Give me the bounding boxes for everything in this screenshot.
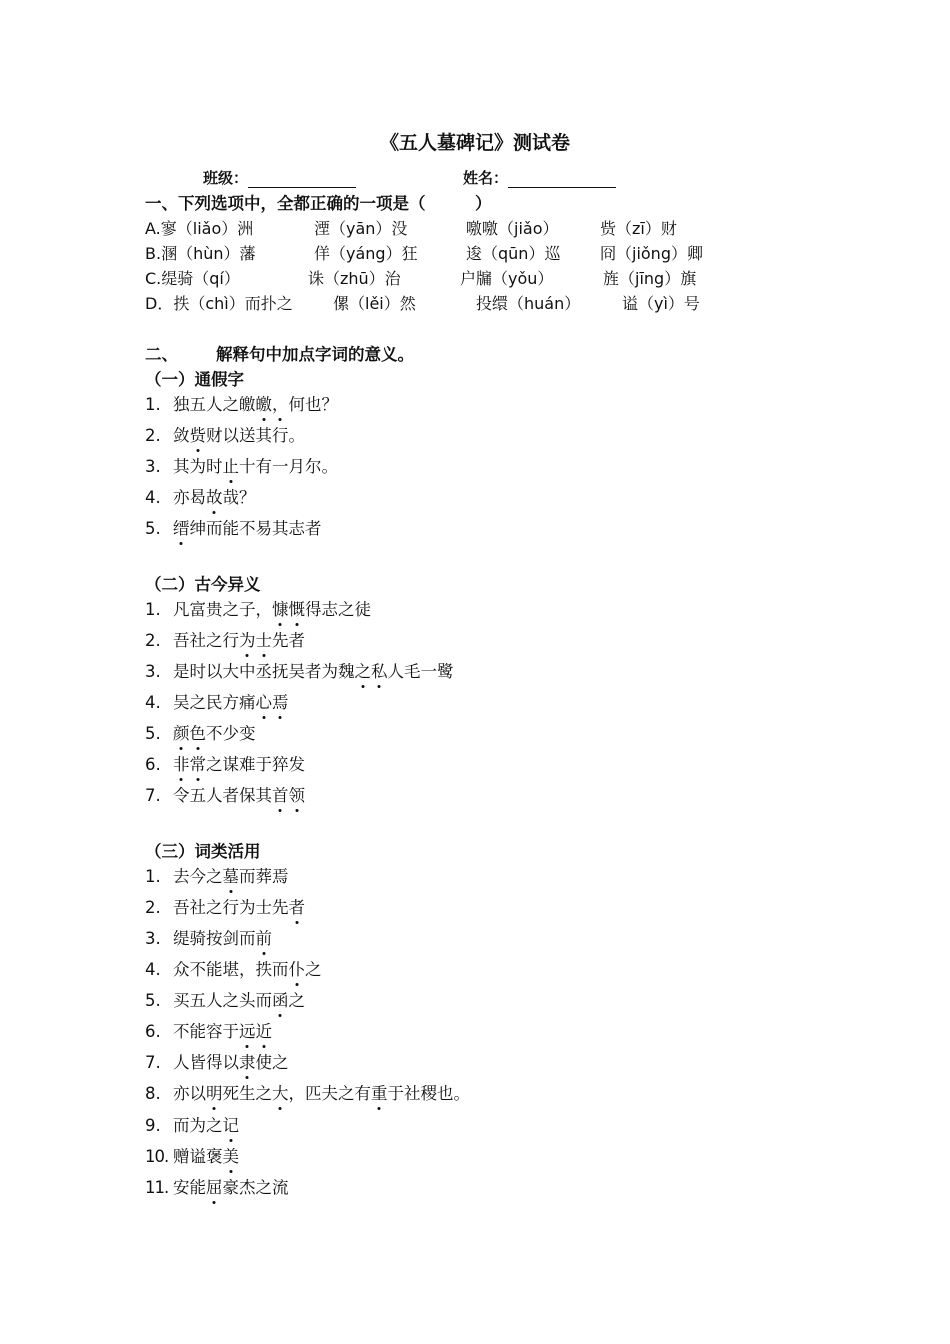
- class-field: [203, 167, 356, 188]
- list-item: 1. 去今之墓而葬焉: [145, 863, 289, 887]
- list-item: 7. 人皆得以隶使之: [145, 1049, 289, 1073]
- list-item: 5. 缙绅而能不易其志者: [145, 515, 322, 539]
- option-cell: 噭噭（jiǎo）: [466, 219, 559, 238]
- section-title-tongjia: （一）通假字: [145, 370, 244, 389]
- list-item: 5. 颜色不少变: [145, 720, 256, 744]
- item-text: 颜色不少变: [173, 724, 256, 743]
- item-text: 不能容于远近: [173, 1022, 272, 1041]
- part2-heading-text: 解释句中加点字词的意义。: [216, 345, 414, 364]
- list-item: 2. 吾社之行为士先者: [145, 627, 305, 651]
- list-item: 9. 而为之记: [145, 1112, 239, 1136]
- list-item: 1. 凡富贵之子，慷慨得志之徒: [145, 596, 371, 620]
- class-blank[interactable]: [248, 171, 356, 188]
- name-blank[interactable]: [508, 171, 616, 188]
- page-title: 《五人墓碑记》测试卷: [379, 132, 570, 154]
- item-text: 去今之墓而葬焉: [173, 867, 289, 886]
- item-text: 非常之谋难于猝发: [173, 755, 305, 774]
- list-item: 11. 安能屈豪杰之流: [145, 1174, 289, 1198]
- item-text: 赠谥褒美: [173, 1147, 239, 1166]
- option-cell: 投缳（huán）: [476, 294, 581, 313]
- option-cell: 傫（lěi）然: [333, 294, 416, 313]
- option-cell: 冏（jiǒng）卿: [600, 244, 703, 263]
- option-cell: D．抶（chì）而扑之: [145, 294, 293, 313]
- name-field: [463, 167, 616, 188]
- option-cell: 诛（zhū）治: [308, 269, 401, 288]
- option-cell: 赀（zī）财: [600, 219, 677, 238]
- list-item: 4. 亦曷故哉？: [145, 484, 256, 508]
- item-text: 买五人之头而函之: [173, 991, 305, 1010]
- item-text: 吾社之行为士先者: [173, 898, 305, 917]
- part2-heading: [145, 341, 414, 365]
- option-cell: 户牖（yǒu）: [460, 269, 554, 288]
- item-text: 缙绅而能不易其志者: [173, 519, 322, 538]
- section-title-gujin: （二）古今异义: [145, 575, 261, 594]
- list-item: 4. 吴之民方痛心焉: [145, 689, 289, 713]
- option-cell: 逡（qūn）巡: [466, 244, 561, 263]
- item-text: 缇骑按剑而前: [173, 929, 272, 948]
- list-item: 7. 令五人者保其首领: [145, 782, 305, 806]
- item-text: 吾社之行为士先者: [173, 631, 305, 650]
- section-title-cilei: （三）词类活用: [145, 842, 261, 861]
- list-item: 2. 敛赀财以送其行。: [145, 422, 305, 446]
- part1-heading: 一、下列选项中，全都正确的一项是（ ）: [145, 194, 492, 213]
- list-item: 3. 其为时止十有一月尔。: [145, 453, 338, 477]
- list-item: 3. 缇骑按剑而前: [145, 925, 272, 949]
- option-cell: 佯（yáng）狂: [314, 244, 418, 263]
- item-text: 亦以明死生之大，匹夫之有重于社稷也。: [173, 1084, 470, 1103]
- item-text: 吴之民方痛心焉: [173, 693, 289, 712]
- list-item: 2. 吾社之行为士先者: [145, 894, 305, 918]
- item-text: 人皆得以隶使之: [173, 1053, 289, 1072]
- option-cell: 湮（yān）没: [314, 219, 408, 238]
- list-item: 6. 非常之谋难于猝发: [145, 751, 305, 775]
- part2-heading-number: 二、: [145, 345, 178, 364]
- item-text: 其为时止十有一月尔。: [173, 457, 338, 476]
- class-label: 班级：: [203, 169, 249, 187]
- item-text: 独五人之皦皦，何也？: [173, 395, 338, 414]
- option-cell: C.缇骑（qí）: [145, 269, 240, 288]
- item-text: 敛赀财以送其行。: [173, 426, 305, 445]
- list-item: 8. 亦以明死生之大，匹夫之有重于社稷也。: [145, 1080, 470, 1104]
- list-item: 10. 赠谥褒美: [145, 1143, 239, 1167]
- list-item: 4. 众不能堪，抶而仆之: [145, 956, 322, 980]
- item-text: 凡富贵之子，慷慨得志之徒: [173, 600, 371, 619]
- list-item: 3. 是时以大中丞抚吴者为魏之私人毛一鹭: [145, 658, 454, 682]
- item-text: 而为之记: [173, 1116, 239, 1135]
- list-item: 1. 独五人之皦皦，何也？: [145, 391, 338, 415]
- option-cell: A.寥（liǎo）洲: [145, 219, 254, 238]
- list-item: 6. 不能容于远近: [145, 1018, 272, 1042]
- list-item: 5. 买五人之头而函之: [145, 987, 305, 1011]
- item-text: 令五人者保其首领: [173, 786, 305, 805]
- name-label: 姓名：: [463, 169, 509, 187]
- option-cell: 旌（jīng）旗: [603, 269, 697, 288]
- item-text: 安能屈豪杰之流: [173, 1178, 289, 1197]
- item-text: 是时以大中丞抚吴者为魏之私人毛一鹭: [173, 662, 454, 681]
- item-text: 亦曷故哉？: [173, 488, 256, 507]
- option-cell: B.溷（hùn）藩: [145, 244, 256, 263]
- option-cell: 谥（yì）号: [622, 294, 700, 313]
- item-text: 众不能堪，抶而仆之: [173, 960, 322, 979]
